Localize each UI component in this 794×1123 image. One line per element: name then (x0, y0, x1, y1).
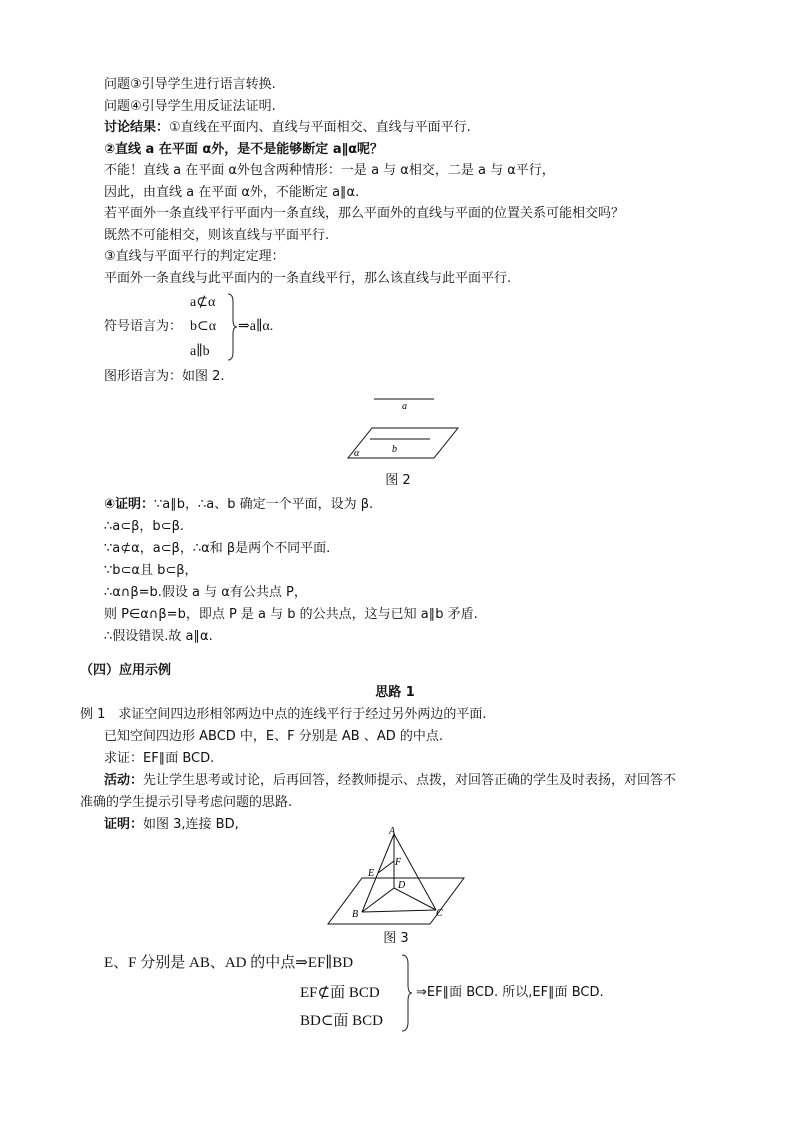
proof-line-3: ∵a⊄α，a⊂β，∴α和 β是两个不同平面. (104, 541, 331, 556)
symbolic-cond-3: a∥b (190, 344, 210, 359)
fig2-label-alpha: α (354, 448, 360, 459)
example-1: 例 1 求证空间四边形相邻两边中点的连线平行于经过另外两边的平面. (80, 707, 487, 722)
symbolic-cond-1: a⊄α (190, 295, 216, 310)
example-proof-text: 如图 3,连接 BD, (143, 817, 239, 832)
proof-text-1: ∵a∥b，∴a、b 确定一个平面，设为 β. (154, 497, 374, 512)
proof-line-4: ∵b⊂α且 b⊂β， (104, 563, 198, 578)
figure-2 (340, 392, 460, 464)
discussion-label: 讨论结果： (104, 120, 170, 135)
final-result: ⇒EF∥面 BCD. 所以,EF∥面 BCD. (416, 985, 604, 1000)
fig3-label-b: B (352, 909, 359, 920)
activity-text-1: 先让学生思考或讨论，后再回答，经教师提示、点拨，对回答正确的学生及时表扬，对回答不 (143, 773, 677, 788)
example-prove: 求证：EF∥面 BCD. (104, 751, 215, 766)
line-question-4: 问题④引导学生用反证法证明. (104, 99, 276, 114)
proof-line-6: 则 P∈α∩β=b，即点 P 是 a 与 b 的公共点，这与已知 a∥b 矛盾. (104, 607, 478, 622)
right-brace-icon (226, 292, 238, 362)
line-question-3: 问题③引导学生进行语言转换. (104, 77, 276, 92)
fig2-label-b: b (392, 444, 397, 455)
proof-line-7: ∴假设错误.故 a∥α. (104, 629, 213, 644)
line-theorem: 平面外一条直线与此平面内的一条直线平行，那么该直线与此平面平行. (104, 271, 512, 286)
proof-line-1 (104, 496, 373, 514)
discussion-text: ①直线在平面内、直线与平面相交、直线与平面平行. (169, 120, 471, 135)
fig3-label-e: E (368, 868, 375, 879)
fig3-label-a: A (389, 826, 396, 837)
line-parallel: 既然不可能相交，则该直线与平面平行. (104, 228, 330, 243)
subtitle: 思路 1 (375, 685, 415, 700)
line-therefore: 因此，由直线 a 在平面 α外，不能断定 a∥α. (104, 185, 360, 200)
line-discussion (104, 119, 471, 137)
proof-line-2: ∴a⊂β，b⊂β. (104, 519, 184, 534)
line-point-2: ②直线 a 在平面 α外，是不是能够断定 a∥α呢？ (104, 142, 384, 157)
activity-line-1 (104, 772, 676, 790)
section-heading: （四）应用示例 (80, 663, 172, 678)
example-given: 已知空间四边形 ABCD 中，E、F 分别是 AB 、AD 的中点. (104, 729, 444, 744)
right-brace-icon (400, 953, 414, 1033)
proof-label: ④证明： (104, 497, 155, 512)
example-proof-label: 证明： (104, 817, 144, 832)
activity-label: 活动： (104, 773, 144, 788)
fig3-label-d: D (398, 880, 406, 891)
activity-line-2: 准确的学生提示引导考虑问题的思路. (80, 795, 293, 810)
figure-3-caption: 图 3 (383, 931, 409, 946)
fig2-label-a: a (402, 401, 407, 412)
graphic-label: 图形语言为：如图 2. (104, 369, 225, 384)
final-cond-2: EF⊄面 BCD (300, 985, 380, 1001)
symbolic-result: ⇒a∥α. (238, 319, 274, 334)
symbolic-label: 符号语言为： (104, 319, 183, 334)
line-question-intersect: 若平面外一条直线平行平面内一条直线，那么平面外的直线与平面的位置关系可能相交吗？ (104, 206, 625, 221)
figure-2-caption: 图 2 (385, 473, 411, 488)
figure-3 (326, 826, 468, 926)
example-proof-line (104, 816, 239, 834)
line-theorem-title: ③直线与平面平行的判定定理： (104, 249, 285, 264)
symbolic-cond-2: b⊂α (190, 319, 217, 334)
line-cannot: 不能！直线 a 在平面 α外包含两种情形：一是 a 与 α相交，二是 a 与 α平行， (104, 163, 555, 178)
proof-line-5: ∴α∩β=b.假设 a 与 α有公共点 P， (104, 585, 307, 600)
final-cond-1: E、F 分别是 AB、AD 的中点⇒EF∥BD (104, 955, 354, 971)
final-cond-3: BD⊂面 BCD (300, 1013, 383, 1029)
fig3-label-c: C (436, 908, 443, 919)
fig3-label-f: F (395, 857, 402, 868)
